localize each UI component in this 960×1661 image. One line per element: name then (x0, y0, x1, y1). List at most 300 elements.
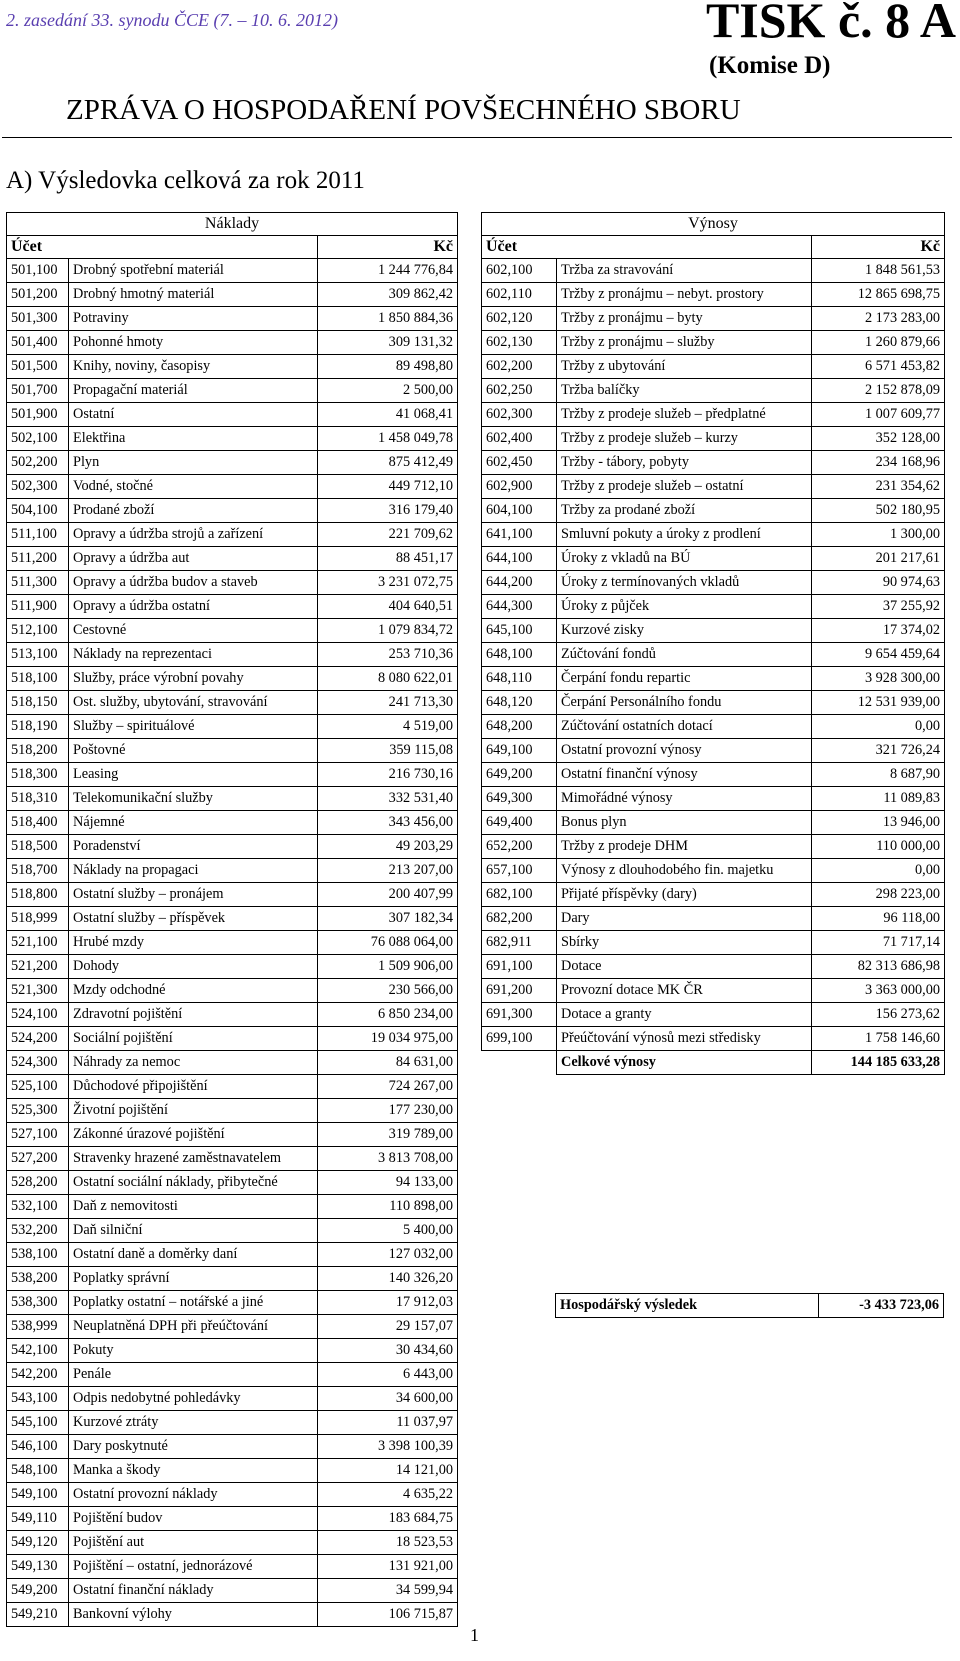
account-description: Služby, práce výrobní povahy (69, 667, 318, 691)
table-row (7, 907, 458, 931)
account-number: 538,300 (7, 1291, 69, 1315)
table-row (7, 979, 458, 1003)
table-row (7, 739, 458, 763)
account-number: 513,100 (7, 643, 69, 667)
account-number: 501,400 (7, 331, 69, 355)
page-number: 1 (470, 1625, 479, 1645)
amount: 1 848 561,53 (812, 259, 945, 283)
table-row (7, 1555, 458, 1579)
account-description: Důchodové připojištění (69, 1075, 318, 1099)
amount: 127 032,00 (318, 1243, 458, 1267)
table-row (7, 259, 458, 283)
amount: 3 363 000,00 (812, 979, 945, 1003)
account-number: 525,300 (7, 1099, 69, 1123)
table-row (482, 547, 945, 571)
table-row (7, 1579, 458, 1603)
table-row (482, 835, 945, 859)
account-number: 602,900 (482, 475, 557, 499)
amount: 96 118,00 (812, 907, 945, 931)
account-description: Tržby z prodeje služeb – předplatné (557, 403, 812, 427)
account-number: 649,100 (482, 739, 557, 763)
table-row (7, 1123, 458, 1147)
amount: 1 244 776,84 (318, 259, 458, 283)
table-row (7, 1099, 458, 1123)
account-number: 518,400 (7, 811, 69, 835)
account-number: 602,130 (482, 331, 557, 355)
amount: 110 898,00 (318, 1195, 458, 1219)
table-row (482, 523, 945, 547)
account-description: Úroky z půjček (557, 595, 812, 619)
table-row (7, 1147, 458, 1171)
table-row (7, 1243, 458, 1267)
account-number: 501,300 (7, 307, 69, 331)
account-number: 504,100 (7, 499, 69, 523)
account-description: Čerpání fondu repartic (557, 667, 812, 691)
account-number: 641,100 (482, 523, 557, 547)
account-description: Elektřina (69, 427, 318, 451)
account-description: Cestovné (69, 619, 318, 643)
account-description: Dotace (557, 955, 812, 979)
account-description: Telekomunikační služby (69, 787, 318, 811)
amount: 41 068,41 (318, 403, 458, 427)
result-box (555, 1293, 944, 1318)
account-number: 511,900 (7, 595, 69, 619)
account-description: Dary (557, 907, 812, 931)
account-number: 602,100 (482, 259, 557, 283)
amount: 1 509 906,00 (318, 955, 458, 979)
account-description: Náhrady za nemoc (69, 1051, 318, 1075)
table-row (7, 1267, 458, 1291)
amount: 76 088 064,00 (318, 931, 458, 955)
amount: 343 456,00 (318, 811, 458, 835)
amount: 17 374,02 (812, 619, 945, 643)
table-row (7, 1219, 458, 1243)
table-row (7, 643, 458, 667)
table-row (7, 1435, 458, 1459)
account-number: 649,200 (482, 763, 557, 787)
account-description: Tržba balíčky (557, 379, 812, 403)
account-number: 644,300 (482, 595, 557, 619)
account-description: Zúčtování ostatních dotací (557, 715, 812, 739)
account-number: 538,200 (7, 1267, 69, 1291)
account-description: Zdravotní pojištění (69, 1003, 318, 1027)
account-description: Pojištění aut (69, 1531, 318, 1555)
account-description: Manka a škody (69, 1459, 318, 1483)
account-description: Životní pojištění (69, 1099, 318, 1123)
revenues-col-account: Účet (482, 236, 812, 259)
account-description: Ostatní daně a doměrky daní (69, 1243, 318, 1267)
account-description: Pohonné hmoty (69, 331, 318, 355)
amount: 0,00 (812, 859, 945, 883)
table-row (7, 523, 458, 547)
account-number: 602,110 (482, 283, 557, 307)
table-row (7, 499, 458, 523)
table-row (7, 691, 458, 715)
amount: 234 168,96 (812, 451, 945, 475)
account-description: Opravy a údržba budov a staveb (69, 571, 318, 595)
amount: 3 928 300,00 (812, 667, 945, 691)
amount: 14 121,00 (318, 1459, 458, 1483)
table-row (7, 1315, 458, 1339)
table-row (482, 907, 945, 931)
account-number: 682,911 (482, 931, 557, 955)
amount: 352 128,00 (812, 427, 945, 451)
account-description: Smluvní pokuty a úroky z prodlení (557, 523, 812, 547)
costs-col-account: Účet (7, 236, 318, 259)
account-description: Pojištění budov (69, 1507, 318, 1531)
account-number: 682,100 (482, 883, 557, 907)
account-number: 602,120 (482, 307, 557, 331)
revenues-total-row (482, 1051, 945, 1075)
costs-column-headers (7, 236, 458, 259)
account-description: Tržby z pronájmu – nebyt. prostory (557, 283, 812, 307)
account-description: Tržby z ubytování (557, 355, 812, 379)
amount: 106 715,87 (318, 1603, 458, 1627)
account-description: Poplatky ostatní – notářské a jiné (69, 1291, 318, 1315)
table-row (7, 595, 458, 619)
amount: 307 182,34 (318, 907, 458, 931)
amount: 29 157,07 (318, 1315, 458, 1339)
amount: 449 712,10 (318, 475, 458, 499)
amount: 17 912,03 (318, 1291, 458, 1315)
amount: 221 709,62 (318, 523, 458, 547)
account-number: 648,120 (482, 691, 557, 715)
amount: 9 654 459,64 (812, 643, 945, 667)
result-row (556, 1294, 944, 1318)
account-description: Zákonné úrazové pojištění (69, 1123, 318, 1147)
amount: 13 946,00 (812, 811, 945, 835)
account-number: 682,200 (482, 907, 557, 931)
table-row (7, 475, 458, 499)
table-row (7, 1003, 458, 1027)
account-number: 518,700 (7, 859, 69, 883)
amount: 71 717,14 (812, 931, 945, 955)
account-number: 602,450 (482, 451, 557, 475)
account-number: 511,100 (7, 523, 69, 547)
table-row (7, 787, 458, 811)
account-description: Penále (69, 1363, 318, 1387)
account-number: 549,210 (7, 1603, 69, 1627)
account-description: Ostatní služby – příspěvek (69, 907, 318, 931)
costs-heading: Náklady (7, 213, 458, 236)
table-row (7, 1603, 458, 1627)
account-number: 518,999 (7, 907, 69, 931)
amount: 30 434,60 (318, 1339, 458, 1363)
account-number: 542,200 (7, 1363, 69, 1387)
account-description: Kurzové ztráty (69, 1411, 318, 1435)
account-description: Tržby z prodeje služeb – kurzy (557, 427, 812, 451)
account-description: Ostatní provozní náklady (69, 1483, 318, 1507)
account-description: Ostatní sociální náklady, přibytečné (69, 1171, 318, 1195)
account-number: 649,300 (482, 787, 557, 811)
account-description: Neuplatněná DPH při přeúčtování (69, 1315, 318, 1339)
amount: 49 203,29 (318, 835, 458, 859)
account-description: Tržby z pronájmu – byty (557, 307, 812, 331)
account-description: Tržby - tábory, pobyty (557, 451, 812, 475)
account-number: 527,200 (7, 1147, 69, 1171)
account-number: 549,130 (7, 1555, 69, 1579)
amount: 82 313 686,98 (812, 955, 945, 979)
account-number: 649,400 (482, 811, 557, 835)
amount: 177 230,00 (318, 1099, 458, 1123)
account-description: Ost. služby, ubytování, stravování (69, 691, 318, 715)
account-number: 532,200 (7, 1219, 69, 1243)
table-row (7, 1195, 458, 1219)
amount: 6 571 453,82 (812, 355, 945, 379)
amount: 156 273,62 (812, 1003, 945, 1027)
amount: 3 398 100,39 (318, 1435, 458, 1459)
table-row (482, 691, 945, 715)
account-number: 602,300 (482, 403, 557, 427)
account-description: Provozní dotace MK ČR (557, 979, 812, 1003)
table-row (482, 259, 945, 283)
account-number: 518,310 (7, 787, 69, 811)
amount: 18 523,53 (318, 1531, 458, 1555)
amount: 1 260 879,66 (812, 331, 945, 355)
table-row (482, 955, 945, 979)
account-number: 691,100 (482, 955, 557, 979)
amount: 6 443,00 (318, 1363, 458, 1387)
account-description: Bankovní výlohy (69, 1603, 318, 1627)
account-number: 549,200 (7, 1579, 69, 1603)
account-description: Poradenství (69, 835, 318, 859)
table-row (482, 307, 945, 331)
table-row (7, 283, 458, 307)
table-row (482, 331, 945, 355)
account-description: Prodané zboží (69, 499, 318, 523)
amount: 2 152 878,09 (812, 379, 945, 403)
amount: 231 354,62 (812, 475, 945, 499)
table-row (482, 355, 945, 379)
table-row (7, 619, 458, 643)
account-number: 502,200 (7, 451, 69, 475)
table-row (482, 571, 945, 595)
amount: 332 531,40 (318, 787, 458, 811)
account-description: Výnosy z dlouhodobého fin. majetku (557, 859, 812, 883)
account-number: 548,100 (7, 1459, 69, 1483)
amount: 84 631,00 (318, 1051, 458, 1075)
table-row (482, 379, 945, 403)
account-number: 527,100 (7, 1123, 69, 1147)
account-number: 648,110 (482, 667, 557, 691)
amount: 0,00 (812, 715, 945, 739)
amount: 88 451,17 (318, 547, 458, 571)
revenues-col-amount: Kč (812, 236, 945, 259)
account-number: 538,100 (7, 1243, 69, 1267)
account-description: Poštovné (69, 739, 318, 763)
table-row (7, 811, 458, 835)
revenues-table (481, 212, 945, 1075)
table-row (7, 859, 458, 883)
table-row (7, 667, 458, 691)
table-row (7, 931, 458, 955)
account-number: 604,100 (482, 499, 557, 523)
account-number: 501,500 (7, 355, 69, 379)
account-description: Sociální pojištění (69, 1027, 318, 1051)
account-number: 521,200 (7, 955, 69, 979)
table-row (7, 547, 458, 571)
account-description: Ostatní (69, 403, 318, 427)
table-row (482, 715, 945, 739)
account-description: Knihy, noviny, časopisy (69, 355, 318, 379)
amount: 2 500,00 (318, 379, 458, 403)
amount: 37 255,92 (812, 595, 945, 619)
title-divider (2, 137, 952, 138)
amount: 309 131,32 (318, 331, 458, 355)
amount: 1 850 884,36 (318, 307, 458, 331)
account-description: Pokuty (69, 1339, 318, 1363)
account-number: 524,300 (7, 1051, 69, 1075)
amount: 316 179,40 (318, 499, 458, 523)
account-number: 518,100 (7, 667, 69, 691)
costs-table (6, 212, 458, 1627)
account-number: 691,200 (482, 979, 557, 1003)
account-description: Ostatní služby – pronájem (69, 883, 318, 907)
amount: 12 531 939,00 (812, 691, 945, 715)
account-description: Daň silniční (69, 1219, 318, 1243)
account-number: 699,100 (482, 1027, 557, 1051)
table-row (7, 1291, 458, 1315)
account-description: Opravy a údržba strojů a zařízení (69, 523, 318, 547)
table-row (7, 1051, 458, 1075)
result-value: -3 433 723,06 (819, 1294, 944, 1318)
account-number: 648,200 (482, 715, 557, 739)
amount: 6 850 234,00 (318, 1003, 458, 1027)
amount: 230 566,00 (318, 979, 458, 1003)
account-description: Propagační materiál (69, 379, 318, 403)
account-description: Dotace a granty (557, 1003, 812, 1027)
account-description: Kurzové zisky (557, 619, 812, 643)
account-number: 511,200 (7, 547, 69, 571)
revenues-total-value: 144 185 633,28 (812, 1051, 945, 1075)
account-number: 691,300 (482, 1003, 557, 1027)
table-row (7, 955, 458, 979)
account-number: 602,200 (482, 355, 557, 379)
amount: 8 687,90 (812, 763, 945, 787)
costs-heading-row (7, 213, 458, 236)
account-number: 525,100 (7, 1075, 69, 1099)
amount: 11 089,83 (812, 787, 945, 811)
amount: 213 207,00 (318, 859, 458, 883)
account-description: Ostatní finanční výnosy (557, 763, 812, 787)
document-title: ZPRÁVA O HOSPODAŘENÍ POVŠECHNÉHO SBORU (66, 94, 741, 126)
amount: 359 115,08 (318, 739, 458, 763)
document-number: TISK č. 8 A (705, 0, 956, 48)
result-label: Hospodářský výsledek (556, 1294, 819, 1318)
amount: 502 180,95 (812, 499, 945, 523)
account-description: Dary poskytnuté (69, 1435, 318, 1459)
amount: 94 133,00 (318, 1171, 458, 1195)
table-row (7, 1507, 458, 1531)
account-description: Mzdy odchodné (69, 979, 318, 1003)
table-row (482, 619, 945, 643)
table-row (7, 835, 458, 859)
amount: 34 600,00 (318, 1387, 458, 1411)
account-number: 528,200 (7, 1171, 69, 1195)
account-description: Náklady na reprezentaci (69, 643, 318, 667)
account-description: Stravenky hrazené zaměstnavatelem (69, 1147, 318, 1171)
account-description: Ostatní finanční náklady (69, 1579, 318, 1603)
account-number: 546,100 (7, 1435, 69, 1459)
amount: 183 684,75 (318, 1507, 458, 1531)
table-row (7, 331, 458, 355)
account-description: Tržby za prodané zboží (557, 499, 812, 523)
account-number: 521,100 (7, 931, 69, 955)
account-number: 512,100 (7, 619, 69, 643)
table-row (7, 1171, 458, 1195)
amount: 216 730,16 (318, 763, 458, 787)
account-description: Bonus plyn (557, 811, 812, 835)
account-number: 524,100 (7, 1003, 69, 1027)
account-description: Tržby z prodeje služeb – ostatní (557, 475, 812, 499)
account-number: 644,200 (482, 571, 557, 595)
amount: 1 458 049,78 (318, 427, 458, 451)
table-row (7, 1387, 458, 1411)
account-number: 501,100 (7, 259, 69, 283)
account-number: 518,300 (7, 763, 69, 787)
account-description: Služby – spirituálové (69, 715, 318, 739)
table-row (482, 739, 945, 763)
table-row (482, 667, 945, 691)
amount: 3 813 708,00 (318, 1147, 458, 1171)
table-row (7, 379, 458, 403)
table-row (7, 883, 458, 907)
amount: 8 080 622,01 (318, 667, 458, 691)
table-row (482, 283, 945, 307)
amount: 875 412,49 (318, 451, 458, 475)
table-row (7, 1363, 458, 1387)
account-description: Zúčtování fondů (557, 643, 812, 667)
table-row (7, 355, 458, 379)
table-row (482, 403, 945, 427)
account-description: Daň z nemovitosti (69, 1195, 318, 1219)
account-number: 518,500 (7, 835, 69, 859)
account-number: 645,100 (482, 619, 557, 643)
account-number: 532,100 (7, 1195, 69, 1219)
account-number: 545,100 (7, 1411, 69, 1435)
account-description: Tržba za stravování (557, 259, 812, 283)
amount: 1 300,00 (812, 523, 945, 547)
table-row (7, 1483, 458, 1507)
account-description: Náklady na propagaci (69, 859, 318, 883)
table-row (482, 787, 945, 811)
amount: 12 865 698,75 (812, 283, 945, 307)
account-number: 602,250 (482, 379, 557, 403)
account-description: Pojištění – ostatní, jednorázové (69, 1555, 318, 1579)
account-description: Mimořádné výnosy (557, 787, 812, 811)
account-number: 518,200 (7, 739, 69, 763)
account-number: 549,120 (7, 1531, 69, 1555)
table-row (482, 811, 945, 835)
account-number: 652,200 (482, 835, 557, 859)
table-row (7, 403, 458, 427)
amount: 2 173 283,00 (812, 307, 945, 331)
amount: 5 400,00 (318, 1219, 458, 1243)
amount: 3 231 072,75 (318, 571, 458, 595)
account-description: Odpis nedobytné pohledávky (69, 1387, 318, 1411)
account-description: Nájemné (69, 811, 318, 835)
amount: 319 789,00 (318, 1123, 458, 1147)
table-row (482, 499, 945, 523)
table-row (482, 763, 945, 787)
table-row (482, 883, 945, 907)
account-number: 644,100 (482, 547, 557, 571)
account-description: Leasing (69, 763, 318, 787)
amount: 724 267,00 (318, 1075, 458, 1099)
account-number: 543,100 (7, 1387, 69, 1411)
account-number: 511,300 (7, 571, 69, 595)
amount: 200 407,99 (318, 883, 458, 907)
